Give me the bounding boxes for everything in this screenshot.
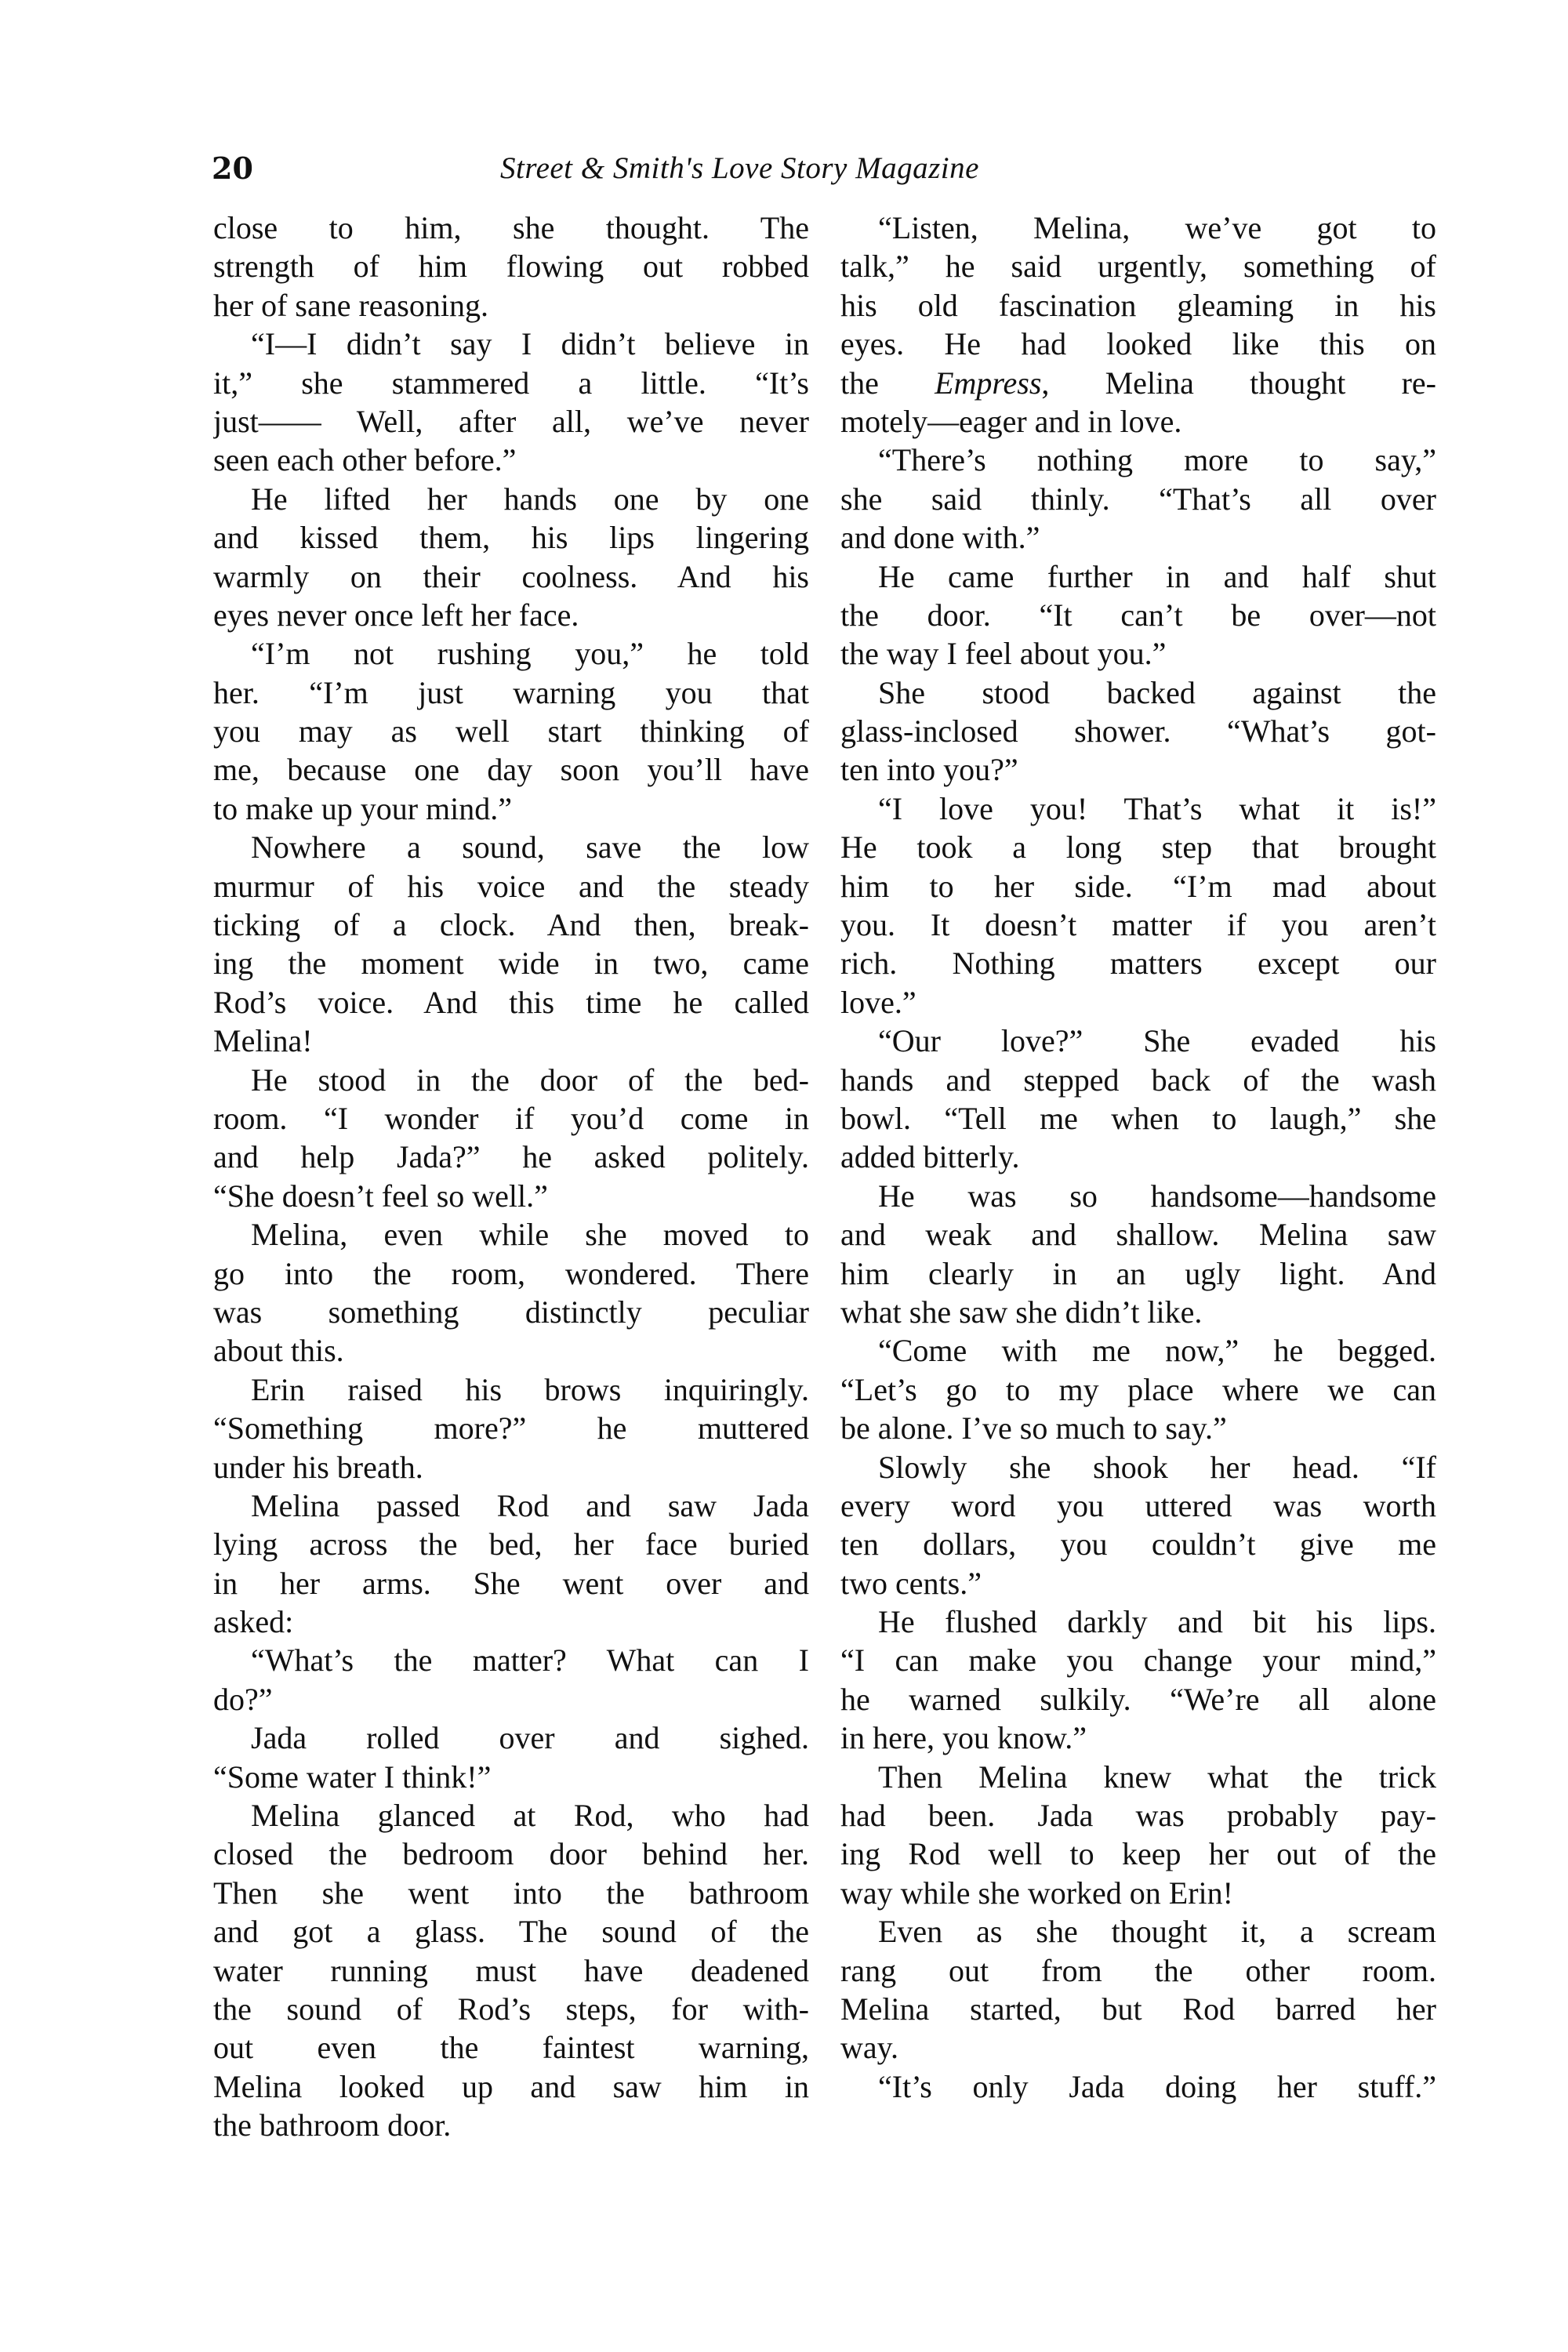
text-line: the bathroom door.: [213, 2107, 452, 2143]
text-line: ing the moment wide in two, came: [213, 946, 809, 982]
text-line: eyes never once left her face.: [213, 597, 579, 633]
text-line: Nowhere a sound, save the low: [251, 829, 809, 866]
text-line: ten into you?”: [840, 752, 1018, 788]
text-line: her of sane reasoning.: [213, 287, 488, 323]
text-line: Melina!: [213, 1023, 313, 1059]
text-line: it,” she stammered a little. “It’s: [213, 365, 809, 401]
text-line: “She doesn’t feel so well.”: [213, 1178, 548, 1214]
text-line: and weak and shallow. Melina saw: [840, 1217, 1436, 1253]
text-line: “There’s nothing more to say,”: [878, 442, 1436, 478]
text-line: and got a glass. The sound of the: [213, 1914, 809, 1950]
text-line: two cents.”: [840, 1565, 982, 1601]
text-line: every word you uttered was worth: [840, 1487, 1436, 1523]
text-line: had been. Jada was probably pay-: [840, 1798, 1436, 1834]
text-line: She stood backed against the: [878, 674, 1436, 710]
text-line: she said thinly. “That’s all over: [840, 481, 1436, 517]
text-line: love.”: [840, 984, 916, 1020]
text-line: Melina started, but Rod barred her: [840, 1991, 1436, 2027]
text-line: warmly on their coolness. And his: [213, 558, 809, 594]
text-line: hands and stepped back of the wash: [840, 1062, 1436, 1098]
text-line: just—— Well, after all, we’ve never: [213, 403, 809, 439]
text-line: murmur of his voice and the steady: [213, 868, 809, 904]
text-line: “I can make you change your mind,”: [840, 1642, 1436, 1679]
text-line: go into the room, wondered. There: [213, 1255, 809, 1291]
text-line: Jada rolled over and sighed.: [251, 1720, 809, 1756]
text-line: motely—eager and in love.: [840, 403, 1182, 439]
text-line: strength of him flowing out robbed: [213, 249, 809, 285]
text-line: He came further in and half shut: [878, 558, 1436, 594]
text-line: to make up your mind.”: [213, 790, 513, 826]
italic-text: Empress: [935, 365, 1042, 401]
text-line: Then Melina knew what the trick: [878, 1759, 1436, 1795]
text-line: eyes. He had looked like this on: [840, 326, 1436, 362]
text-line: the sound of Rod’s steps, for with-: [213, 1991, 809, 2027]
running-title: Street & Smith's Love Story Magazine: [500, 151, 979, 185]
text-line: seen each other before.”: [213, 442, 517, 478]
text-line: you may as well start thinking of: [213, 713, 809, 750]
text-line: “It’s only Jada doing her stuff.”: [878, 2068, 1436, 2104]
text-line: and kissed them, his lips lingering: [213, 520, 809, 556]
text-line: Melina passed Rod and saw Jada: [251, 1487, 809, 1523]
text-line: what she saw she didn’t like.: [840, 1294, 1203, 1330]
text-line: her. “I’m just warning you that: [213, 674, 809, 710]
text-line: “I love you! That’s what it is!”: [878, 790, 1436, 826]
text-column-left: [213, 209, 809, 2145]
text-line: Erin raised his brows inquiringly.: [251, 1371, 809, 1407]
text-line: you. It doesn’t matter if you aren’t: [840, 907, 1436, 943]
text-line: “Something more?” he muttered: [213, 1410, 809, 1446]
text-line: “I’m not rushing you,” he told: [251, 636, 809, 672]
text-line: room. “I wonder if you’d come in: [213, 1100, 809, 1136]
text-line: Then she went into the bathroom: [213, 1875, 809, 1911]
text-line: Even as she thought it, a scream: [878, 1914, 1436, 1950]
text-line: glass-inclosed shower. “What’s got-: [840, 713, 1436, 750]
text-line: under his breath.: [213, 1449, 423, 1485]
text-line: do?”: [213, 1681, 273, 1717]
text-line: “I—I didn’t say I didn’t believe in: [251, 326, 809, 362]
text-line: out even the faintest warning,: [213, 2030, 809, 2066]
text-line: He was so handsome—handsome: [878, 1178, 1436, 1214]
text-line: Slowly she shook her head. “If: [878, 1449, 1436, 1485]
text-line: rich. Nothing matters except our: [840, 946, 1436, 982]
text-line: bowl. “Tell me when to laugh,” she: [840, 1100, 1436, 1136]
text-line: way.: [840, 2030, 899, 2066]
text-line: about this.: [213, 1333, 344, 1369]
text-line: the door. “It can’t be over—not: [840, 597, 1436, 633]
text-line: “What’s the matter? What can I: [251, 1642, 809, 1679]
text-line: close to him, she thought. The: [213, 210, 809, 245]
text-line: talk,” he said urgently, something of: [840, 249, 1436, 285]
text-line: the Empress, Melina thought re-: [840, 365, 1436, 401]
text-line: him to her side. “I’m mad about: [840, 868, 1436, 904]
text-line: his old fascination gleaming in his: [840, 287, 1436, 323]
text-line: and done with.”: [840, 520, 1040, 556]
text-column-right: [840, 209, 1436, 2106]
text-line: was something distinctly peculiar: [213, 1294, 809, 1330]
text-line: asked:: [213, 1604, 294, 1640]
text-line: Rod’s voice. And this time he called: [213, 984, 809, 1020]
page-number: 20: [212, 151, 253, 186]
text-line: be alone. I’ve so much to say.”: [840, 1410, 1227, 1446]
text-line: way while she worked on Erin!: [840, 1875, 1233, 1911]
text-line: rang out from the other room.: [840, 1952, 1436, 1988]
text-line: He stood in the door of the bed-: [251, 1062, 809, 1098]
text-line: him clearly in an ugly light. And: [840, 1255, 1436, 1291]
page-header: [212, 151, 1435, 198]
text-line: in her arms. She went over and: [213, 1565, 809, 1601]
text-line: closed the bedroom door behind her.: [213, 1836, 809, 1872]
text-line: He lifted her hands one by one: [251, 481, 809, 517]
text-line: Melina looked up and saw him in: [213, 2068, 809, 2104]
text-line: Melina glanced at Rod, who had: [251, 1798, 809, 1834]
text-line: “Come with me now,” he begged.: [878, 1333, 1436, 1369]
text-line: ing Rod well to keep her out of the: [840, 1836, 1436, 1872]
text-line: He took a long step that brought: [840, 829, 1436, 866]
text-line: “Let’s go to my place where we can: [840, 1371, 1436, 1407]
text-line: added bitterly.: [840, 1139, 1020, 1175]
text-line: Melina, even while she moved to: [251, 1217, 809, 1253]
text-line: ticking of a clock. And then, break-: [213, 907, 809, 943]
text-line: and help Jada?” he asked politely.: [213, 1139, 809, 1175]
text-line: ten dollars, you couldn’t give me: [840, 1526, 1436, 1563]
text-line: “Some water I think!”: [213, 1759, 492, 1795]
text-line: me, because one day soon you’ll have: [213, 752, 809, 788]
text-line: the way I feel about you.”: [840, 636, 1167, 672]
text-line: He flushed darkly and bit his lips.: [878, 1604, 1436, 1640]
text-line: water running must have deadened: [213, 1952, 809, 1988]
text-line: lying across the bed, her face buried: [213, 1526, 809, 1563]
text-line: “Listen, Melina, we’ve got to: [878, 210, 1436, 245]
text-line: in here, you know.”: [840, 1720, 1087, 1756]
text-line: “Our love?” She evaded his: [878, 1023, 1436, 1059]
text-line: he warned sulkily. “We’re all alone: [840, 1681, 1436, 1717]
